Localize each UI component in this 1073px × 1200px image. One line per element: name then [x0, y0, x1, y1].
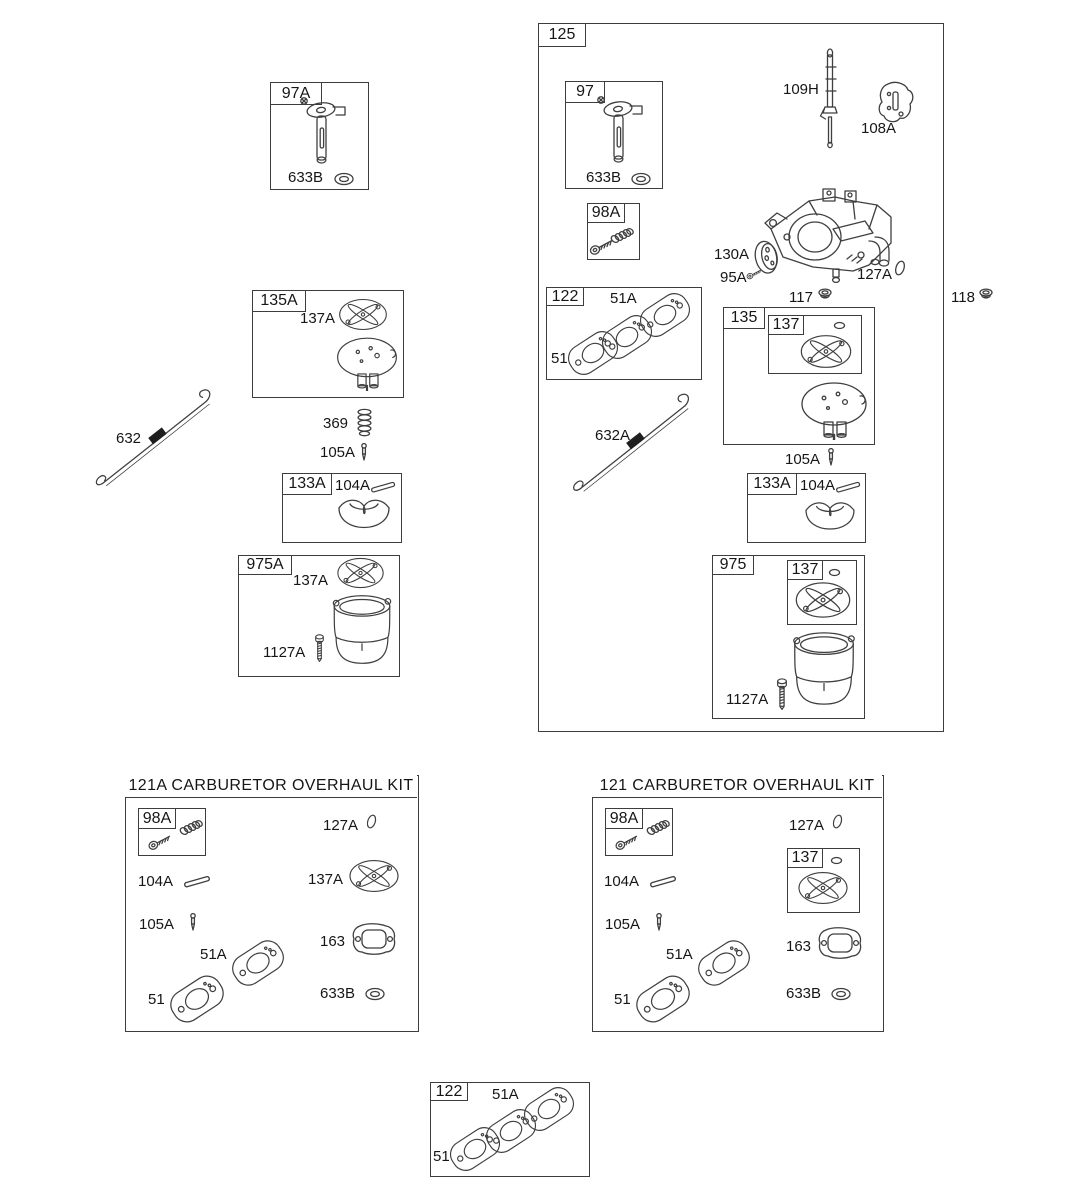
gasket-diamond-icon	[166, 974, 228, 1024]
screw-icon	[147, 832, 173, 851]
part-label-127a: 127A	[857, 266, 893, 283]
plug-icon	[978, 288, 994, 301]
o-ring-icon	[830, 856, 843, 865]
plug-icon	[817, 288, 833, 301]
spring-icon	[610, 226, 634, 244]
part-label-163: 163	[786, 938, 812, 955]
part-label-117: 117	[789, 289, 813, 306]
washer-icon	[830, 987, 852, 1001]
part-label-105a: 105A	[785, 451, 821, 468]
part-label-137a: 137A	[300, 310, 336, 327]
part-label-1127a: 1127A	[263, 644, 306, 661]
diaphragm-plate-icon	[798, 378, 870, 440]
throttle-shaft-icon	[592, 93, 650, 165]
gasket-round-icon	[796, 333, 856, 370]
o-ring-icon	[831, 813, 844, 830]
throttle-shaft-icon	[295, 94, 353, 166]
tank-gasket-icon	[816, 926, 864, 960]
part-label-104a: 104A	[604, 873, 640, 890]
part-label-127a: 127A	[323, 817, 359, 834]
spring-icon	[646, 818, 670, 836]
part-label-118: 118	[951, 289, 975, 306]
part-label-51: 51	[433, 1148, 450, 1165]
kit-121a-title: 121A CARBURETOR OVERHAUL KIT	[125, 775, 417, 798]
float-icon	[334, 492, 394, 540]
group-box-137-tag: 137	[787, 848, 823, 868]
group-box-135-tag: 135	[723, 307, 765, 329]
part-label-632: 632	[116, 430, 142, 447]
gasket-round-icon	[333, 556, 388, 590]
part-label-105a: 105A	[320, 444, 356, 461]
gasket-diamond-icon	[446, 1126, 504, 1172]
part-label-104a: 104A	[335, 477, 371, 494]
part-label-51a: 51A	[610, 290, 637, 307]
part-label-130a: 130A	[714, 246, 750, 263]
hinge-pin-icon	[184, 874, 212, 889]
part-label-163: 163	[320, 933, 346, 950]
needle-valve-icon	[654, 913, 664, 931]
group-box-122-tag: 122	[430, 1082, 468, 1101]
gasket-diamond-icon	[564, 330, 622, 376]
group-box-98a-tag: 98A	[605, 808, 643, 829]
group-box-97a-tag: 97A	[270, 82, 322, 105]
group-box-133a-tag: 133A	[747, 473, 797, 495]
part-label-51a: 51A	[200, 946, 227, 963]
bowl-screw-icon	[775, 678, 789, 710]
gasket-diamond-icon	[694, 938, 754, 988]
governor-link-icon	[568, 392, 700, 498]
float-bowl-icon	[330, 593, 394, 667]
gasket-round-icon	[793, 580, 853, 620]
part-label-51: 51	[551, 350, 568, 367]
o-ring-icon	[833, 321, 846, 330]
part-label-1127a: 1127A	[726, 691, 769, 708]
o-ring-icon	[828, 568, 841, 577]
float-icon	[800, 495, 860, 541]
tank-gasket-icon	[350, 922, 398, 956]
gasket-diamond-icon	[632, 974, 694, 1024]
part-label-51: 51	[148, 991, 165, 1008]
part-label-137a: 137A	[308, 871, 344, 888]
part-label-109h: 109H	[783, 81, 819, 98]
part-label-633b: 633B	[586, 169, 622, 186]
washer-icon	[630, 172, 652, 186]
group-box-98a-tag: 98A	[138, 808, 176, 829]
gasket-round-icon	[345, 858, 403, 894]
part-label-108a: 108A	[861, 120, 897, 137]
spring-icon	[356, 407, 373, 437]
group-box-975a-tag: 975A	[238, 555, 292, 575]
spring-icon	[179, 818, 203, 836]
diaphragm-plate-icon	[334, 333, 400, 391]
part-label-105a: 105A	[605, 916, 641, 933]
needle-valve-icon	[826, 448, 836, 466]
hinge-pin-icon	[650, 874, 678, 889]
part-label-137a: 137A	[293, 572, 329, 589]
group-box-97-tag: 97	[565, 81, 605, 103]
group-box-137-tag: 137	[787, 560, 823, 580]
screw-icon	[746, 267, 763, 280]
gasket-round-icon	[795, 870, 851, 906]
needle-rod-icon	[819, 47, 841, 151]
washer-icon	[364, 987, 386, 1001]
part-label-633b: 633B	[786, 985, 822, 1002]
float-bowl-icon	[791, 630, 857, 708]
group-box-137-tag: 137	[768, 315, 804, 335]
screw-icon	[614, 832, 640, 851]
o-ring-icon	[365, 813, 378, 830]
part-label-51: 51	[614, 991, 631, 1008]
bowl-screw-icon	[313, 634, 326, 662]
part-label-104a: 104A	[800, 477, 836, 494]
group-box-135a-tag: 135A	[252, 290, 306, 312]
gasket-diamond-icon	[228, 938, 288, 988]
o-ring-icon	[893, 259, 907, 277]
part-label-633b: 633B	[288, 169, 324, 186]
group-box-122-tag: 122	[546, 287, 584, 306]
part-label-104a: 104A	[138, 873, 174, 890]
group-box-975-tag: 975	[712, 555, 754, 575]
part-label-105a: 105A	[139, 916, 175, 933]
part-label-95a: 95A	[720, 269, 747, 286]
needle-valve-icon	[188, 913, 198, 931]
part-label-51a: 51A	[492, 1086, 519, 1103]
part-label-369: 369	[323, 415, 349, 432]
hinge-pin-icon	[836, 480, 862, 494]
washer-icon	[333, 172, 355, 186]
part-label-633b: 633B	[320, 985, 356, 1002]
group-box-125-tag: 125	[538, 23, 586, 47]
part-label-127a: 127A	[789, 817, 825, 834]
gasket-round-icon	[336, 297, 390, 332]
part-label-632a: 632A	[595, 427, 631, 444]
group-box-133a-tag: 133A	[282, 473, 332, 495]
group-box-98a-tag: 98A	[587, 203, 625, 223]
part-label-51a: 51A	[666, 946, 693, 963]
kit-121-title: 121 CARBURETOR OVERHAUL KIT	[592, 775, 882, 798]
governor-link-icon	[92, 386, 220, 494]
needle-valve-icon	[359, 443, 369, 461]
